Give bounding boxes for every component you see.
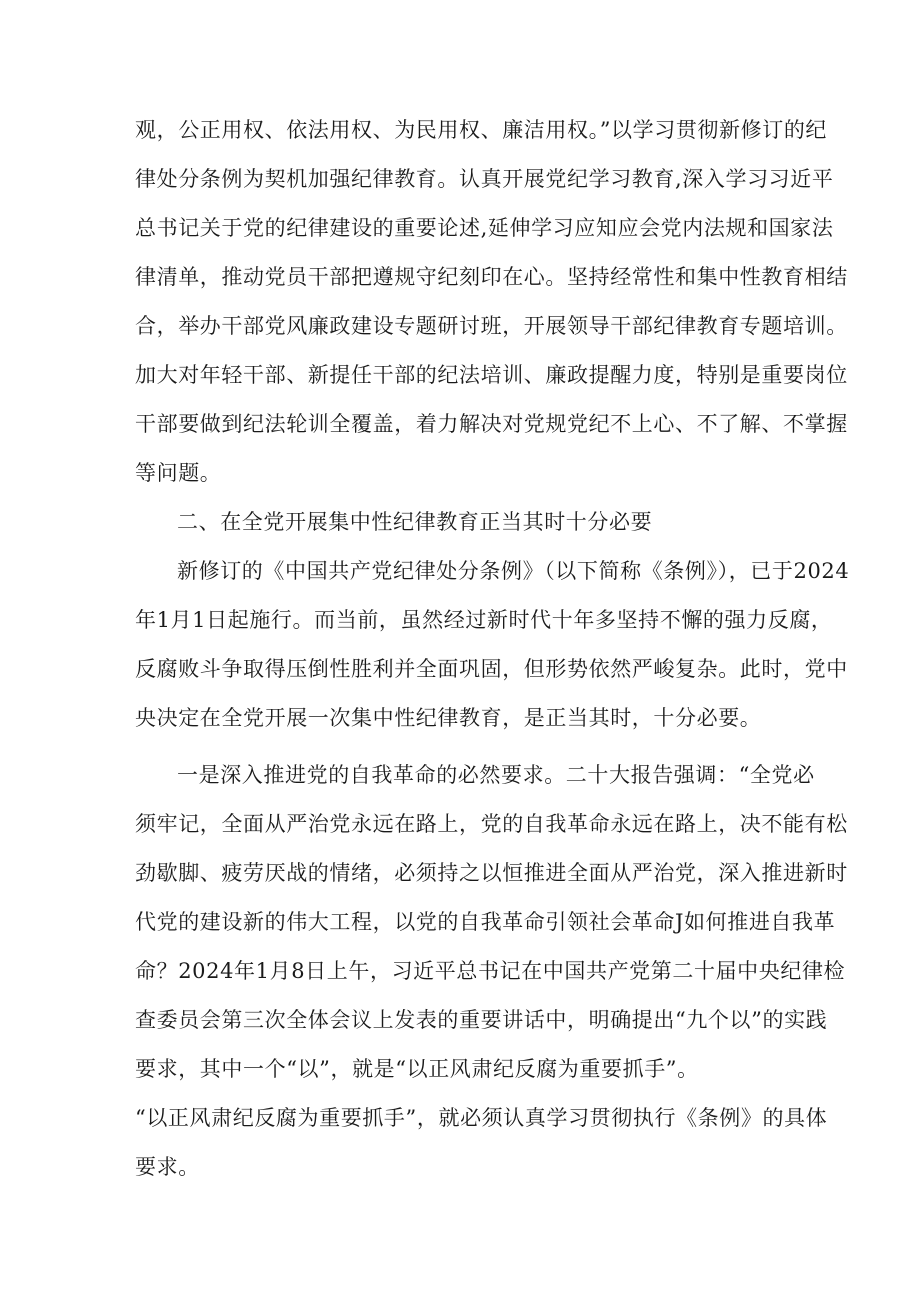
text-line: 劲歇脚、疲劳厌战的情绪，必须持之以恒推进全面从严治党，深入推进新时 xyxy=(135,861,848,885)
text-line: 等问题。 xyxy=(135,461,222,485)
text-line: 央决定在全党开展一次集中性纪律教育，是正当其时，十分必要。 xyxy=(135,706,762,730)
text-line: 新修订的《中国共产党纪律处分条例》（以下简称《条例》），已于2024 xyxy=(177,559,850,583)
text-line: 年1月1日起施行。而当前，虽然经过新时代十年多坚持不懈的强力反腐， xyxy=(135,608,833,632)
text-line: 要求，其中一个“以”，就是“以正风肃纪反腐为重要抓手”。 xyxy=(135,1057,699,1081)
text-line: 一是深入推进党的自我革命的必然要求。二十大报告强调：“全党必 xyxy=(177,763,815,787)
text-line: 查委员会第三次全体会议上发表的重要讲话中，明确提出“九个以”的实践 xyxy=(135,1008,828,1032)
section-heading: 二、在全党开展集中性纪律教育正当其时十分必要 xyxy=(177,510,653,534)
text-line: 干部要做到纪法轮训全覆盖，着力解决对党规党纪不上心、不了解、不掌握 xyxy=(135,412,848,436)
text-line: 合，举办干部党风廉政建设专题研讨班，开展领导干部纪律教育专题培训。 xyxy=(135,314,848,338)
text-line: 要求。 xyxy=(135,1155,200,1179)
text-line: “以正风肃纪反腐为重要抓手”，就必须认真学习贯彻执行《条例》的具体 xyxy=(135,1106,828,1130)
text-line: 命？2024年1月8日上午，习近平总书记在中国共产党第二十届中央纪律检 xyxy=(135,959,846,983)
text-line: 总书记关于党的纪律建设的重要论述,延伸学习应知应会党内法规和国家法 xyxy=(135,216,834,240)
text-line: 须牢记，全面从严治党永远在路上，党的自我革命永远在路上，决不能有松 xyxy=(135,812,848,836)
text-line: 加大对年轻干部、新提任干部的纪法培训、廉政提醒力度，特别是重要岗位 xyxy=(135,363,848,387)
text-line: 律处分条例为契机加强纪律教育。认真开展党纪学习教育,深入学习习近平 xyxy=(135,167,834,191)
text-line: 观，公正用权、依法用权、为民用权、廉洁用权。”以学习贯彻新修订的纪 xyxy=(135,118,828,142)
text-line: 律清单，推动党员干部把遵规守纪刻印在心。坚持经常性和集中性教育相结 xyxy=(135,265,848,289)
text-line: 反腐败斗争取得压倒性胜利并全面巩固，但形势依然严峻复杂。此时，党中 xyxy=(135,657,848,681)
text-line: 代党的建设新的伟大工程，以党的自我革命引领社会革命J如何推进自我革 xyxy=(135,910,836,934)
